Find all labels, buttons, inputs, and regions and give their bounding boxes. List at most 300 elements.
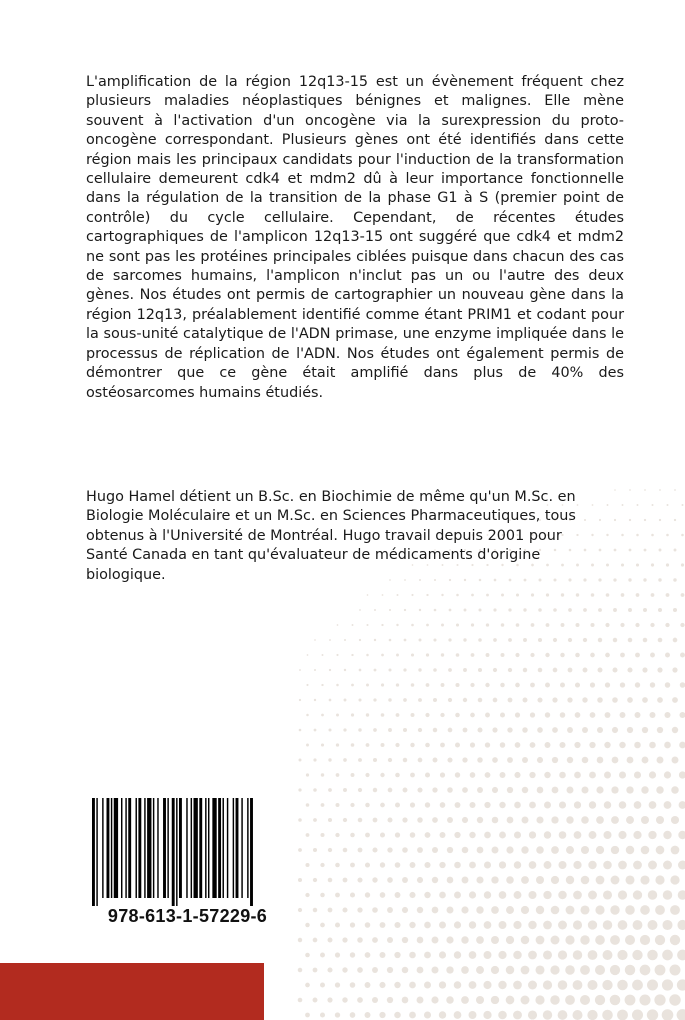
halftone-dot xyxy=(387,847,392,852)
halftone-dot xyxy=(596,786,603,793)
halftone-dot xyxy=(543,1010,552,1019)
halftone-dot xyxy=(664,712,670,718)
halftone-dot xyxy=(313,908,318,913)
halftone-dot xyxy=(476,876,483,883)
barcode-bar xyxy=(236,798,239,898)
halftone-dot xyxy=(589,742,595,748)
halftone-dot xyxy=(671,846,680,855)
halftone-dot xyxy=(617,950,627,960)
halftone-dot xyxy=(515,712,520,717)
halftone-dot xyxy=(343,728,346,731)
halftone-dot xyxy=(328,788,332,792)
halftone-dot xyxy=(500,653,504,657)
halftone-dot xyxy=(448,728,453,733)
halftone-dot xyxy=(544,772,550,778)
barcode-bar xyxy=(199,798,202,898)
halftone-dot xyxy=(523,638,527,642)
halftone-dot xyxy=(625,935,635,945)
halftone-dot xyxy=(418,698,422,702)
halftone-dot xyxy=(469,802,475,808)
halftone-dot xyxy=(501,594,504,597)
halftone-dot xyxy=(305,893,309,897)
halftone-dot xyxy=(483,1011,491,1019)
halftone-dot xyxy=(633,861,642,870)
halftone-dot xyxy=(395,862,401,868)
halftone-dot xyxy=(508,698,513,703)
halftone-dot xyxy=(529,772,535,778)
halftone-dot xyxy=(439,922,446,929)
barcode-bar xyxy=(241,798,242,898)
halftone-dot xyxy=(628,578,631,581)
halftone-dot xyxy=(336,654,338,656)
halftone-dot xyxy=(501,623,505,627)
halftone-dot xyxy=(614,489,616,491)
halftone-dot xyxy=(372,997,378,1003)
halftone-dot xyxy=(484,951,492,959)
halftone-dot xyxy=(558,891,567,900)
barcode-bar xyxy=(136,798,137,898)
halftone-dot xyxy=(605,712,611,718)
halftone-dot xyxy=(498,1011,507,1020)
halftone-dot xyxy=(634,801,642,809)
halftone-dot xyxy=(528,981,537,990)
halftone-dot xyxy=(320,893,325,898)
halftone-dot xyxy=(560,682,565,687)
halftone-dot xyxy=(498,951,506,959)
halftone-dot xyxy=(441,624,444,627)
halftone-dot xyxy=(313,848,317,852)
halftone-dot xyxy=(507,727,512,732)
halftone-dot xyxy=(649,742,656,749)
halftone-dot xyxy=(403,728,407,732)
halftone-dot xyxy=(544,831,551,838)
halftone-dot xyxy=(516,593,519,596)
halftone-dot xyxy=(461,906,468,913)
halftone-dot xyxy=(298,968,303,973)
halftone-dot xyxy=(590,623,594,627)
halftone-dot xyxy=(366,743,370,747)
halftone-dot xyxy=(514,802,521,809)
halftone-dot xyxy=(662,920,672,930)
halftone-dot xyxy=(506,876,514,884)
halftone-dot xyxy=(381,743,385,747)
halftone-dot xyxy=(491,936,499,944)
halftone-dot xyxy=(431,996,438,1003)
halftone-dot xyxy=(674,489,676,491)
halftone-dot xyxy=(558,980,568,990)
halftone-dot xyxy=(440,802,446,808)
halftone-dot xyxy=(439,892,446,899)
halftone-dot xyxy=(506,936,514,944)
halftone-dot xyxy=(336,773,340,777)
halftone-dot xyxy=(439,862,445,868)
halftone-dot xyxy=(417,817,423,823)
halftone-dot xyxy=(449,609,452,612)
halftone-dot xyxy=(523,608,526,611)
halftone-dot xyxy=(387,817,392,822)
halftone-dot xyxy=(329,639,331,641)
halftone-dot xyxy=(298,848,302,852)
halftone-dot xyxy=(462,787,468,793)
halftone-dot xyxy=(351,713,354,716)
halftone-dot xyxy=(365,862,370,867)
halftone-dot xyxy=(471,653,475,657)
halftone-dot xyxy=(299,729,302,732)
barcode-bar xyxy=(147,798,151,898)
halftone-dot xyxy=(521,966,530,975)
halftone-dot xyxy=(670,935,680,945)
halftone-dot xyxy=(499,891,507,899)
halftone-dot xyxy=(396,624,398,626)
halftone-dot xyxy=(514,772,520,778)
halftone-dot xyxy=(613,578,616,581)
halftone-dot xyxy=(680,653,685,658)
halftone-dot xyxy=(410,862,416,868)
halftone-dot xyxy=(298,938,302,942)
halftone-dot xyxy=(372,967,378,973)
halftone-dot xyxy=(553,638,557,642)
halftone-dot xyxy=(298,908,302,912)
barcode-bar xyxy=(205,798,206,898)
halftone-dot xyxy=(544,861,552,869)
halftone-dot xyxy=(597,727,603,733)
halftone-dot xyxy=(545,742,551,748)
halftone-dot xyxy=(507,817,514,824)
halftone-dot xyxy=(500,683,505,688)
halftone-dot xyxy=(454,1011,462,1019)
halftone-dot xyxy=(469,951,477,959)
halftone-dot xyxy=(454,981,462,989)
halftone-dot xyxy=(625,965,635,975)
halftone-dot xyxy=(499,921,507,929)
halftone-dot xyxy=(484,832,491,839)
halftone-dot xyxy=(543,891,551,899)
halftone-dot xyxy=(604,742,610,748)
halftone-dot xyxy=(498,981,506,989)
barcode-bar xyxy=(172,798,175,906)
abstract-text: L'amplification de la région 12q13-15 est un évènement fréquent chez plusieurs maladies néoplastiques bénignes et malignes. Elle mène souvent à l'activation d'un oncogène via la surexpression du proto-oncogène correspondant. Plusieurs gènes ont été identifiés dans cette région mais les principaux candidats pour l'induction de la transformation cellulaire demeurent cdk4 et mdm2 dû à leur importance fonctionnelle dans la régulation de la transition de la phase G1 à S (premier point de contrôle) du cycle cellulaire. Cependant, de récentes études cartographiques de l'amplicon 12q13-15 ont suggéré que cdk4 et mdm2 ne sont pas les protéines principales ciblées puisque dans chacun des cas de sarcomes humains, l'amplicon n'inclut pas un ou l'autre des deux gènes. Nos études ont permis de cartographier un nouveau gène dans la région 12q13, préalablement identifié comme étant PRIM1 et codant pour la sous-unité catalytique de l'ADN primase, une enzyme impliquée dans le processus de réplication de l'ADN. Nos études ont également permis de démontrer que ce gène était amplifié dans plus de 40% des ostéosarcomes humains étudiés. xyxy=(86,74,624,401)
halftone-dot xyxy=(374,669,377,672)
halftone-dot xyxy=(365,982,371,988)
halftone-dot xyxy=(611,816,619,824)
barcode-bar xyxy=(107,798,110,898)
halftone-dot xyxy=(411,594,413,596)
halftone-dot xyxy=(591,593,595,597)
halftone-dot xyxy=(440,772,445,777)
halftone-dot xyxy=(575,623,579,627)
halftone-dot xyxy=(499,802,505,808)
halftone-dot xyxy=(432,817,438,823)
halftone-dot xyxy=(476,996,484,1004)
halftone-dot xyxy=(486,594,489,597)
halftone-dot xyxy=(440,743,445,748)
halftone-dot xyxy=(672,727,678,733)
halftone-dot xyxy=(644,549,647,552)
halftone-dot xyxy=(372,877,377,882)
halftone-dot xyxy=(576,593,579,596)
halftone-dot xyxy=(538,638,542,642)
halftone-dot xyxy=(492,787,498,793)
halftone-dot xyxy=(357,877,362,882)
halftone-dot xyxy=(588,950,598,960)
halftone-dot xyxy=(641,846,650,855)
halftone-dot xyxy=(575,682,580,687)
halftone-dot xyxy=(559,831,567,839)
barcode-bar xyxy=(218,798,221,898)
halftone-dot xyxy=(665,653,670,658)
halftone-dot xyxy=(619,771,626,778)
halftone-dot xyxy=(374,609,376,611)
barcode-bar xyxy=(121,798,122,898)
halftone-dot xyxy=(513,981,522,990)
halftone-dot xyxy=(373,728,377,732)
halftone-dot xyxy=(492,847,499,854)
halftone-dot xyxy=(484,861,491,868)
halftone-dot xyxy=(462,817,468,823)
halftone-dot xyxy=(515,653,519,657)
halftone-dot xyxy=(674,549,677,552)
halftone-dot xyxy=(551,816,558,823)
halftone-dot xyxy=(491,996,499,1004)
halftone-dot xyxy=(644,519,646,521)
halftone-dot xyxy=(552,787,559,794)
halftone-dot xyxy=(644,489,646,491)
halftone-dot xyxy=(573,861,581,869)
halftone-dot xyxy=(336,743,339,746)
halftone-dot xyxy=(462,757,467,762)
halftone-dot xyxy=(298,788,301,791)
halftone-dot xyxy=(681,563,684,566)
halftone-dot xyxy=(359,639,361,641)
halftone-dot xyxy=(632,980,643,991)
halftone-dot xyxy=(491,906,499,914)
halftone-dot xyxy=(454,921,461,928)
halftone-dot xyxy=(395,892,401,898)
halftone-dot xyxy=(652,504,654,506)
halftone-dot xyxy=(446,936,453,943)
halftone-dot xyxy=(565,935,574,944)
halftone-dot xyxy=(530,742,536,748)
halftone-dot xyxy=(477,787,483,793)
halftone-dot xyxy=(513,921,521,929)
halftone-dot xyxy=(499,832,506,839)
halftone-dot xyxy=(590,653,595,658)
halftone-dot xyxy=(424,922,431,929)
halftone-dot xyxy=(612,667,617,672)
halftone-dot xyxy=(499,861,506,868)
halftone-dot xyxy=(610,935,620,945)
halftone-dot xyxy=(626,786,633,793)
halftone-dot xyxy=(573,920,582,929)
halftone-dot xyxy=(589,772,596,779)
halftone-dot xyxy=(598,668,603,673)
halftone-dot xyxy=(677,1009,685,1020)
halftone-dot xyxy=(358,788,362,792)
halftone-dot xyxy=(598,578,601,581)
halftone-dot xyxy=(491,966,499,974)
halftone-dot xyxy=(454,892,461,899)
halftone-dot xyxy=(602,1010,613,1020)
halftone-dot xyxy=(463,638,466,641)
halftone-dot xyxy=(343,758,347,762)
halftone-dot xyxy=(529,802,536,809)
halftone-dot xyxy=(306,773,309,776)
halftone-dot xyxy=(329,669,331,671)
halftone-dot xyxy=(395,773,400,778)
halftone-dot xyxy=(575,712,581,718)
halftone-dot xyxy=(658,608,662,612)
halftone-dot xyxy=(461,936,468,943)
halftone-dot xyxy=(367,594,369,596)
halftone-dot xyxy=(620,682,625,687)
halftone-dot xyxy=(656,816,664,824)
halftone-dot xyxy=(402,877,408,883)
halftone-dot xyxy=(402,997,409,1004)
barcode-bar xyxy=(227,798,228,898)
halftone-dot xyxy=(500,772,506,778)
halftone-dot xyxy=(343,818,347,822)
halftone-dot xyxy=(305,1013,310,1018)
halftone-dot xyxy=(454,832,460,838)
halftone-dot xyxy=(469,891,476,898)
halftone-dot xyxy=(433,758,438,763)
halftone-dot xyxy=(366,654,369,657)
halftone-dot xyxy=(365,892,370,897)
halftone-dot xyxy=(350,1012,356,1018)
halftone-dot xyxy=(321,773,324,776)
halftone-dot xyxy=(561,593,564,596)
halftone-dot xyxy=(359,669,362,672)
halftone-dot xyxy=(411,713,415,717)
halftone-dot xyxy=(409,1012,416,1019)
halftone-dot xyxy=(597,757,604,764)
halftone-dot xyxy=(606,563,609,566)
halftone-dot xyxy=(455,772,460,777)
halftone-dot xyxy=(640,965,651,976)
halftone-dot xyxy=(528,1010,537,1019)
halftone-dot xyxy=(446,966,453,973)
halftone-dot xyxy=(598,608,602,612)
halftone-dot xyxy=(536,846,544,854)
halftone-dot xyxy=(418,728,422,732)
halftone-dot xyxy=(662,1009,674,1020)
halftone-dot xyxy=(418,758,423,763)
halftone-dot xyxy=(621,563,624,566)
halftone-dot xyxy=(670,875,679,884)
halftone-dot xyxy=(394,982,400,988)
halftone-dot xyxy=(614,519,616,521)
halftone-dot xyxy=(337,624,339,626)
halftone-dot xyxy=(379,982,385,988)
halftone-dot xyxy=(306,833,310,837)
halftone-dot xyxy=(409,952,416,959)
halftone-dot xyxy=(455,802,461,808)
halftone-dot xyxy=(574,831,582,839)
halftone-dot xyxy=(672,697,678,703)
halftone-dot xyxy=(620,712,626,718)
halftone-dot xyxy=(595,995,605,1005)
halftone-dot xyxy=(395,832,400,837)
halftone-dot xyxy=(657,757,664,764)
halftone-dot xyxy=(574,772,581,779)
halftone-dot xyxy=(643,608,647,612)
halftone-dot xyxy=(373,758,377,762)
halftone-dot xyxy=(424,862,430,868)
halftone-dot xyxy=(433,638,436,641)
halftone-dot xyxy=(379,952,385,958)
halftone-dot xyxy=(478,638,482,642)
halftone-dot xyxy=(678,890,685,900)
halftone-dot xyxy=(649,771,656,778)
halftone-dot xyxy=(485,772,491,778)
halftone-dot xyxy=(403,668,406,671)
halftone-dot xyxy=(583,608,587,612)
halftone-dot xyxy=(328,878,333,883)
halftone-dot xyxy=(596,816,604,824)
halftone-dot xyxy=(574,801,581,808)
halftone-dot xyxy=(365,1012,371,1018)
halftone-dot xyxy=(335,922,340,927)
halftone-dot xyxy=(678,831,685,839)
halftone-dot xyxy=(655,965,666,976)
halftone-dot xyxy=(328,758,331,761)
barcode-bar xyxy=(114,798,118,898)
halftone-dot xyxy=(358,818,363,823)
halftone-dot xyxy=(441,594,443,596)
halftone-dot xyxy=(581,846,589,854)
halftone-dot xyxy=(410,743,414,747)
halftone-dot xyxy=(566,816,573,823)
halftone-dot xyxy=(476,906,483,913)
barcode-bar xyxy=(125,798,126,898)
halftone-dot xyxy=(402,817,407,822)
halftone-dot xyxy=(425,743,430,748)
halftone-dot xyxy=(552,727,558,733)
halftone-dot xyxy=(477,727,482,732)
halftone-dot xyxy=(592,504,594,506)
halftone-dot xyxy=(328,908,333,913)
halftone-dot xyxy=(560,653,564,657)
halftone-dot xyxy=(351,743,355,747)
halftone-dot xyxy=(306,684,308,686)
halftone-dot xyxy=(587,980,597,990)
halftone-dot xyxy=(306,803,310,807)
halftone-dot xyxy=(343,788,347,792)
halftone-dot xyxy=(603,920,613,930)
halftone-dot xyxy=(671,786,679,794)
halftone-dot xyxy=(538,608,542,612)
halftone-dot xyxy=(395,803,400,808)
halftone-dot xyxy=(464,609,467,612)
halftone-dot xyxy=(598,638,602,642)
halftone-dot xyxy=(320,1012,325,1017)
halftone-dot xyxy=(611,876,620,885)
halftone-dot xyxy=(552,757,558,763)
halftone-dot xyxy=(387,967,393,973)
halftone-dot xyxy=(425,772,430,777)
halftone-dot xyxy=(655,875,664,884)
halftone-dot xyxy=(640,875,649,884)
halftone-dot xyxy=(537,727,543,733)
halftone-dot xyxy=(350,892,355,897)
halftone-dot xyxy=(648,861,657,870)
halftone-dot xyxy=(374,639,376,641)
halftone-dot xyxy=(469,921,476,928)
halftone-dot xyxy=(567,787,574,794)
halftone-dot xyxy=(471,594,474,597)
halftone-dot xyxy=(493,698,498,703)
halftone-dot xyxy=(522,817,529,824)
